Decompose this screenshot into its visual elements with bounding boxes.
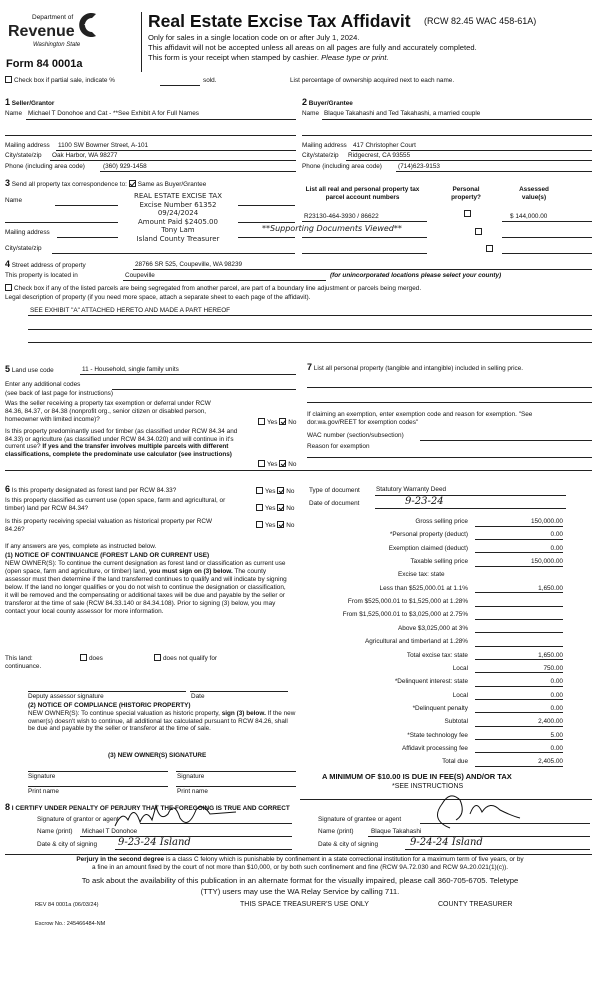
tax-row-value[interactable]: 1,650.00 <box>475 652 563 661</box>
forest-yes-checkbox[interactable] <box>256 487 263 494</box>
grantor-signature-field[interactable] <box>140 823 292 824</box>
grantor-print-name[interactable]: Michael T Donohoe <box>82 828 138 835</box>
tax-row-label: Local <box>452 664 468 672</box>
tax-row-label: Exemption claimed (deduct) <box>388 544 468 552</box>
forest-no-checkbox[interactable] <box>277 487 284 494</box>
new-owner-signature-2[interactable] <box>176 771 296 772</box>
assessor-date-field[interactable] <box>190 691 288 692</box>
tax-row-label: Excise tax: state <box>398 571 445 579</box>
treasurer-stamp: REAL ESTATE EXCISE TAX Excise Number 61352 09/24/2024 Amount Paid $2405.00 Tony Lam Island County Treasurer <box>118 192 238 243</box>
header-divider <box>141 12 142 72</box>
q1-no-checkbox[interactable] <box>279 418 286 425</box>
personal-property-field[interactable] <box>307 387 592 388</box>
tax-row-label: From $525,000.01 to $1,525,000 at 1.28% <box>347 598 468 606</box>
tax-row-label: Subtotal <box>444 718 468 726</box>
buyer-mailing[interactable]: 417 Christopher Court <box>353 142 416 149</box>
tax-row-value[interactable]: 0.00 <box>475 745 563 754</box>
tax-row-value[interactable]: 0.00 <box>475 531 563 540</box>
land-does-not-checkbox[interactable] <box>154 654 161 661</box>
tax-row-value[interactable]: 0.00 <box>475 705 563 714</box>
tax-row-label: Total due <box>442 758 468 766</box>
documents-viewed-stamp: **Supporting Documents Viewed** <box>262 224 402 233</box>
tax-row-value[interactable]: 150,000.00 <box>475 558 563 567</box>
new-owner-print-name-1[interactable] <box>28 786 168 787</box>
land-use-code[interactable]: 11 - Household, single family units <box>82 366 179 373</box>
personal-property-checkbox[interactable] <box>464 210 471 217</box>
buyer-name[interactable]: Blaque Takahashi and Ted Takahashi, a married couple <box>324 110 481 117</box>
seller-mailing[interactable]: 1100 SW Bowmer Street, A-101 <box>58 142 149 149</box>
tax-row-value[interactable] <box>475 625 563 634</box>
tax-row-label: Local <box>452 691 468 699</box>
tax-row-label: *Delinquent interest: state <box>394 678 468 686</box>
dor-logo: Department of Revenue Washington State <box>8 10 100 56</box>
assessed-value[interactable]: $ 144,000.00 <box>510 213 548 220</box>
current-use-no-checkbox[interactable] <box>277 504 284 511</box>
grantee-signature-scribble <box>420 790 530 830</box>
exemption-reason-field[interactable] <box>307 457 592 458</box>
tax-row-label: Above $3,025,000 at 3% <box>398 624 468 632</box>
tax-row-label: *Delinquent penalty <box>412 704 468 712</box>
land-does-checkbox[interactable] <box>80 654 87 661</box>
q1-yes-checkbox[interactable] <box>258 418 265 425</box>
tax-row-value[interactable]: 0.00 <box>475 692 563 701</box>
segregation-checkbox[interactable] <box>5 284 12 291</box>
title-citation: (RCW 82.45 WAC 458-61A) <box>424 16 537 26</box>
property-address[interactable]: 28766 SR 525, Coupeville, WA 98239 <box>135 261 243 268</box>
tax-row-value[interactable]: 1,650.00 <box>475 585 563 594</box>
tax-row-value[interactable]: 0.00 <box>475 545 563 554</box>
current-use-yes-checkbox[interactable] <box>256 504 263 511</box>
located-in[interactable]: Coupeville <box>125 272 155 279</box>
buyer-phone[interactable]: (714)623-9153 <box>398 163 440 170</box>
tax-row-value[interactable]: 750.00 <box>475 665 563 674</box>
personal-property-checkbox[interactable] <box>486 245 493 252</box>
buyer-city[interactable]: Ridgecrest, CA 93555 <box>348 152 411 159</box>
partial-sale-checkbox[interactable] <box>5 76 12 83</box>
tax-row-value[interactable] <box>475 638 563 647</box>
historic-yes-checkbox[interactable] <box>256 521 263 528</box>
legal-description[interactable]: SEE EXHIBIT "A" ATTACHED HERETO AND MADE A PART HEREOF <box>30 307 231 314</box>
q2-no-checkbox[interactable] <box>279 460 286 467</box>
grantee-date-city[interactable]: 9-24-24 Island <box>410 837 483 848</box>
tax-row-label: Agricultural and timberland at 1.28% <box>364 638 468 646</box>
historic-no-checkbox[interactable] <box>277 521 284 528</box>
document-type[interactable]: Statutory Warranty Deed <box>376 486 447 493</box>
q2-yes-checkbox[interactable] <box>258 460 265 467</box>
tax-row-value[interactable]: 2,405.00 <box>475 758 563 767</box>
tax-row-label: *State technology fee <box>407 731 468 739</box>
partial-percent-field[interactable] <box>160 85 200 86</box>
tax-row-value[interactable]: 5.00 <box>475 732 563 741</box>
dor-swirl-icon <box>74 10 100 40</box>
tax-row-label: Less than $525,000.01 at 1.1% <box>379 584 468 592</box>
seller-city[interactable]: Oak Harbor, WA 98277 <box>52 152 118 159</box>
tax-row-value[interactable]: 0.00 <box>475 678 563 687</box>
document-date[interactable]: 9-23-24 <box>405 496 444 507</box>
seller-name[interactable]: Michael T Donohoe and Cat - **See Exhibit A for Full Names <box>28 110 199 117</box>
tax-row-label: Total excise tax: state <box>406 651 468 659</box>
deputy-assessor-signature-field[interactable] <box>28 691 186 692</box>
seller-phone[interactable]: (360) 929-1458 <box>103 163 147 170</box>
minimum-notice: A MINIMUM OF $10.00 IS DUE IN FEE(S) AND/OR TAX <box>322 772 512 781</box>
additional-codes-field[interactable] <box>112 389 296 390</box>
personal-property-checkbox[interactable] <box>475 228 482 235</box>
form-number: Form 84 0001a <box>6 58 83 70</box>
new-owner-print-name-2[interactable] <box>176 786 296 787</box>
wac-number-field[interactable] <box>420 440 592 441</box>
grantee-signature-field[interactable] <box>420 823 590 824</box>
grantee-print-name[interactable]: Blaque Takahashi <box>371 828 422 835</box>
same-as-buyer-checkbox[interactable] <box>129 180 136 187</box>
tax-row-label: From $1,525,000.01 to $3,025,000 at 2.75% <box>342 611 468 619</box>
tax-row-value[interactable]: 150,000.00 <box>475 518 563 527</box>
tax-row-value[interactable] <box>475 598 563 607</box>
grantor-date-city[interactable]: 9-23-24 Island <box>118 837 191 848</box>
tax-row-label: *Personal property (deduct) <box>389 531 468 539</box>
new-owner-signature-1[interactable] <box>28 771 168 772</box>
tax-row-value[interactable] <box>475 611 563 620</box>
tax-row-label: Gross selling price <box>415 518 468 525</box>
tax-row-label: Affidavit processing fee <box>402 744 468 752</box>
page-title: Real Estate Excise Tax Affidavit <box>148 11 411 31</box>
parcel-number[interactable]: R23130-464-3930 / 86622 <box>304 213 379 220</box>
tax-row-label: Taxable selling price <box>410 558 468 566</box>
tax-row-value[interactable]: 2,400.00 <box>475 718 563 727</box>
